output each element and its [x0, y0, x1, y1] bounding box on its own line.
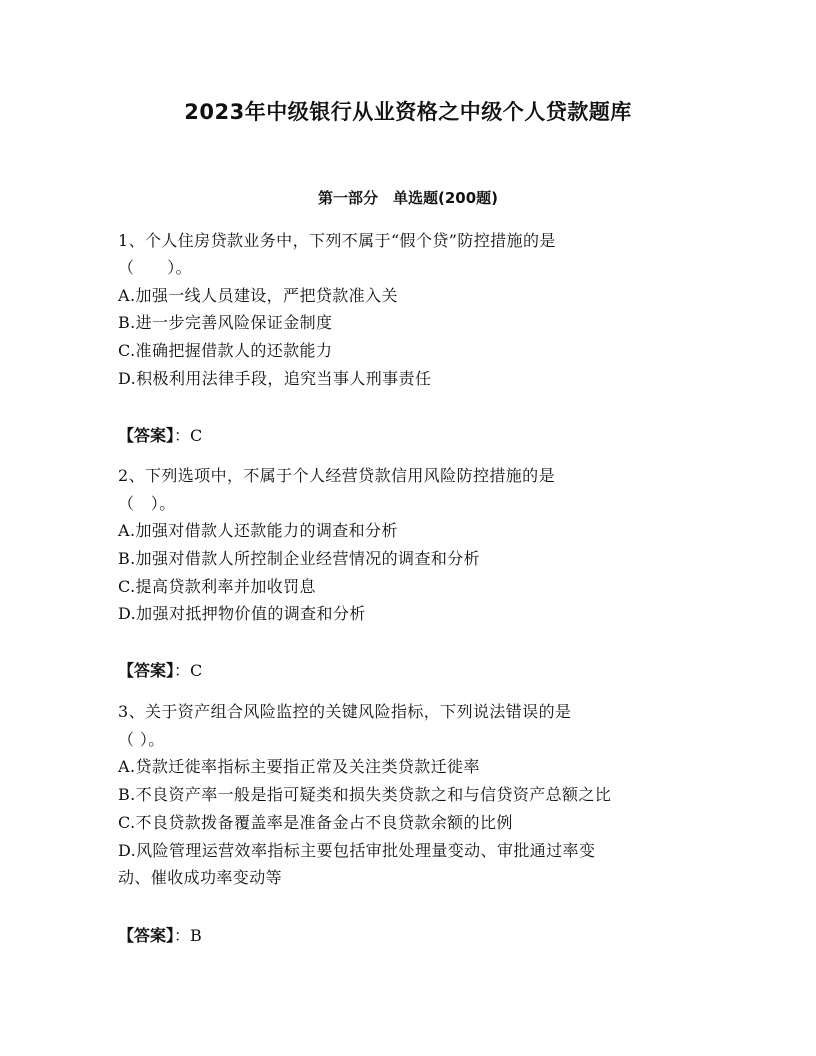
answer-label: 【答案】 [118, 426, 175, 445]
answer-value: ：C [174, 661, 203, 680]
answer-value: ：B [174, 926, 202, 945]
answer-label: 【答案】 [118, 661, 175, 680]
question-3-stem: 3、关于资产组合风险监控的关键风险指标，下列说法错误的是 [118, 702, 572, 721]
question-1-option-d: D.积极利用法律手段，追究当事人刑事责任 [118, 369, 432, 388]
question-2-answer [118, 659, 202, 683]
question-2-stem-cont: （ ）。 [118, 494, 176, 513]
answer-label: 【答案】 [118, 926, 175, 945]
question-3-option-d-cont: 动、催收成功率变动等 [118, 868, 283, 887]
question-1-option-a: A.加强一线人员建设，严把贷款准入关 [118, 286, 398, 305]
question-2-option-c: C.提高贷款利率并加收罚息 [118, 577, 316, 596]
question-1-stem-cont: （ ）。 [118, 258, 193, 277]
question-3-answer [118, 924, 202, 948]
question-1-stem: 1、个人住房贷款业务中，下列不属于“假个贷”防控措施的是 [118, 231, 556, 250]
answer-value: ：C [174, 426, 203, 445]
question-2-option-d: D.加强对抵押物价值的调查和分析 [118, 604, 366, 623]
question-1-option-c: C.准确把握借款人的还款能力 [118, 341, 333, 360]
question-3-option-d: D.风险管理运营效率指标主要包括审批处理量变动、审批通过率变 [118, 841, 596, 860]
page-title: 2023年中级银行从业资格之中级个人贷款题库 [184, 100, 632, 124]
section-title: 第一部分 单选题(200题) [317, 189, 499, 207]
question-3-option-c: C.不良贷款拨备覆盖率是准备金占不良贷款余额的比例 [118, 813, 513, 832]
question-1-answer [118, 424, 202, 448]
question-3-stem-cont: （ ）。 [118, 730, 165, 749]
question-3-option-a: A.贷款迁徙率指标主要指正常及关注类贷款迁徙率 [118, 757, 480, 776]
question-2-option-a: A.加强对借款人还款能力的调查和分析 [118, 521, 398, 540]
question-3-option-b: B.不良资产率一般是指可疑类和损失类贷款之和与信贷资产总额之比 [118, 785, 612, 804]
question-2-stem: 2、下列选项中，不属于个人经营贷款信用风险防控措施的是 [118, 466, 555, 485]
question-2-option-b: B.加强对借款人所控制企业经营情况的调查和分析 [118, 549, 481, 568]
question-1-option-b: B.进一步完善风险保证金制度 [118, 313, 333, 332]
